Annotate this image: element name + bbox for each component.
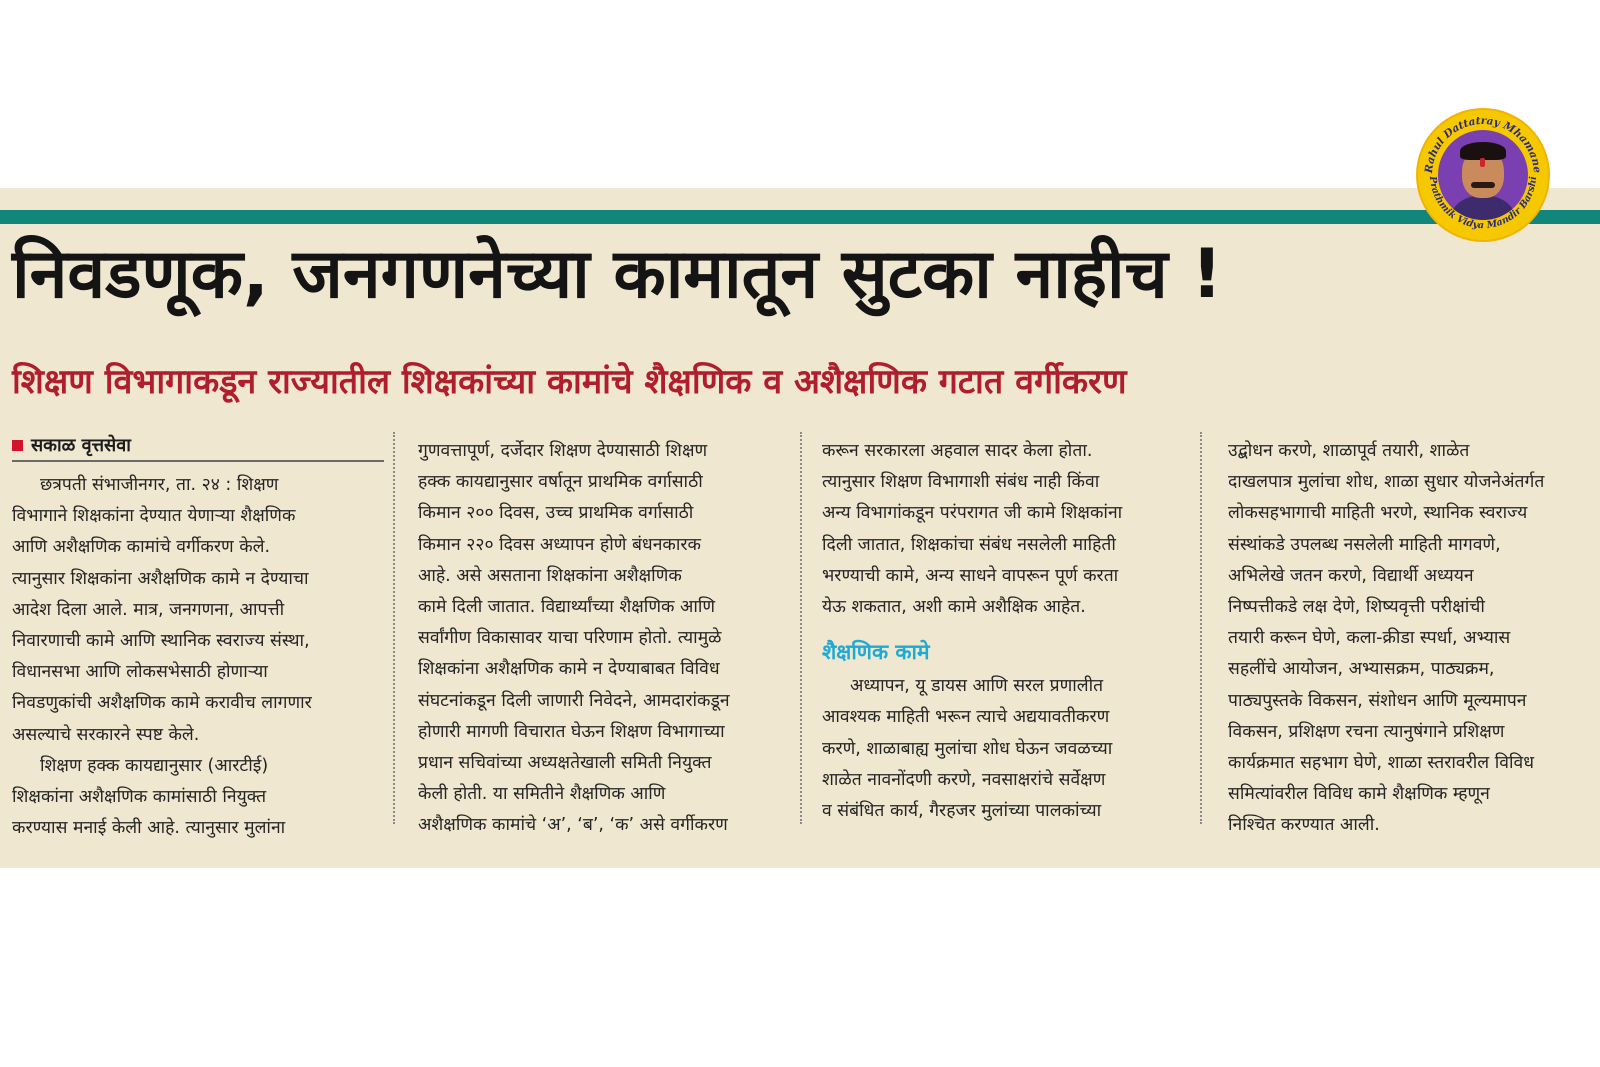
byline-divider	[12, 460, 384, 462]
article-line: आहे. असे असताना शिक्षकांना अशैक्षणिक	[418, 565, 682, 586]
article-line: निष्पत्तीकडे लक्ष देणे, शिष्यवृत्ती परीक्षांची	[1228, 597, 1485, 618]
byline-marker-icon	[12, 440, 23, 451]
article-line: आदेश दिला आले. मात्र, जनगणना, आपत्ती	[12, 599, 285, 620]
article-line: करण्यास मनाई केली आहे. त्यानुसार मुलांना	[12, 818, 286, 839]
article-line: येऊ शकतात, अशी कामे अशैक्षिक आहेत.	[822, 597, 1086, 618]
article-line: आवश्यक माहिती भरून त्याचे अद्ययावतीकरण	[822, 707, 1110, 728]
badge-top-text: Rahul Dattatray Mhamane	[1422, 114, 1544, 174]
article-line: गुणवत्तापूर्ण, दर्जेदार शिक्षण देण्यासाठी शिक्षण	[418, 441, 708, 461]
column-divider	[393, 432, 395, 824]
article-line: कार्यक्रमात सहभाग घेणे, शाळा स्तरावरील विविध	[1228, 753, 1535, 774]
article-line: निवडणुकांची अशैक्षणिक कामे करावीच लागणार	[12, 693, 312, 714]
article-line: संघटनांकडून दिली जाणारी निवेदने, आमदारांकडून	[418, 690, 730, 711]
article-line: त्यानुसार शिक्षण विभागाशी संबंध नाही किंवा	[822, 472, 1100, 493]
article-line: उद्बोधन करणे, शाळापूर्व तयारी, शाळेत	[1228, 441, 1470, 461]
article-line: अध्यापन, यू डायस आणि सरल प्रणालीत	[850, 676, 1104, 697]
article-line: दाखलपात्र मुलांचा शोध, शाळा सुधार योजनेअंतर्गत	[1228, 472, 1545, 493]
header-rule	[0, 210, 1600, 224]
article-line: किमान २२० दिवस अध्यापन होणे बंधनकारक	[418, 534, 701, 555]
article-column-3	[822, 436, 1182, 827]
article-line: सहलींचे आयोजन, अभ्यासक्रम, पाठ्यक्रम,	[1228, 659, 1495, 680]
article-line: लोकसहभागाची माहिती भरणे, स्थानिक स्वराज्य	[1228, 503, 1528, 524]
article-line: अभिलेखे जतन करणे, विद्यार्थी अध्ययन	[1228, 565, 1474, 586]
badge-ring-text	[1418, 110, 1548, 240]
article-line: विभागाने शिक्षकांना देण्यात येणाऱ्या शैक्षणिक	[12, 506, 296, 527]
article-line: करणे, शाळाबाह्य मुलांचा शोध घेऊन जवळच्या	[822, 738, 1113, 759]
article-line: शिक्षकांना अशैक्षणिक कामांसाठी नियुक्त	[12, 787, 267, 808]
article-line: पाठ्यपुस्तके विकसन, संशोधन आणि मूल्यमापन	[1228, 690, 1527, 711]
article-line: शाळेत नावनोंदणी करणे, नवसाक्षरांचे सर्वेक्षण	[822, 769, 1106, 790]
article-line: होणारी मागणी विचारात घेऊन शिक्षण विभागाच्या	[418, 721, 725, 742]
subheadline: शिक्षण विभागाकडून राज्यातील शिक्षकांच्या कामांचे शैक्षणिक व अशैक्षणिक गटात वर्गीकरण	[12, 362, 1127, 402]
article-column-4	[1228, 436, 1600, 842]
article-line: तयारी करून घेणे, कला-क्रीडा स्पर्धा, अभ्यास	[1228, 628, 1511, 649]
article-line: किमान २०० दिवस, उच्च प्राथमिक वर्गासाठी	[418, 503, 694, 524]
article-line: छत्रपती संभाजीनगर, ता. २४ : शिक्षण	[40, 475, 279, 495]
badge-bottom-text: Prathmik Vidya Mandir Barshi	[1426, 175, 1540, 232]
article-line: कामे दिली जातात. विद्यार्थ्यांच्या शैक्षणिक आणि	[418, 597, 716, 618]
article-line: केली होती. या समितीने शैक्षणिक आणि	[418, 784, 666, 805]
byline-text: सकाळ वृत्तसेवा	[31, 435, 131, 456]
article-line: अशैक्षणिक कामांचे ‘अ’, ‘ब’, ‘क’ असे वर्गीकरण	[418, 815, 728, 836]
article-line: विधानसभा आणि लोकसभेसाठी होणाऱ्या	[12, 662, 268, 683]
section-heading: शैक्षणिक कामे	[822, 640, 930, 665]
headline: निवडणूक, जनगणनेच्या कामातून सुटका नाहीच !	[12, 235, 1223, 314]
article-line: असल्याचे सरकारने स्पष्ट केले.	[12, 724, 200, 745]
column-divider	[800, 432, 802, 824]
article-line: हक्क कायद्यानुसार वर्षातून प्राथमिक वर्गासाठी	[418, 472, 703, 493]
article-line: सर्वांगीण विकासावर याचा परिणाम होतो. त्यामुळे	[418, 628, 722, 649]
article-column-1	[12, 470, 382, 844]
article-line: विकसन, प्रशिक्षण रचना त्यानुषंगाने प्रशिक्षण	[1228, 721, 1505, 742]
article-line: करून सरकारला अहवाल सादर केला होता.	[822, 441, 1093, 461]
article-column-2	[418, 436, 788, 842]
author-badge	[1418, 110, 1548, 240]
article-line: शिक्षण हक्क कायद्यानुसार (आरटीई)	[40, 755, 269, 776]
article-line: अन्य विभागांकडून परंपरागत जी कामे शिक्षकांना	[822, 503, 1123, 524]
article-line: शिक्षकांना अशैक्षणिक कामे न देण्याबाबत विविध	[418, 659, 720, 680]
article-line: दिली जातात, शिक्षकांचा संबंध नसलेली माहिती	[822, 534, 1116, 555]
article-line: निश्चित करण्यात आली.	[1228, 815, 1380, 836]
byline	[12, 430, 131, 460]
article-line: निवारणाची कामे आणि स्थानिक स्वराज्य संस्था,	[12, 631, 310, 652]
article-line: संस्थांकडे उपलब्ध नसलेली माहिती मागवणे,	[1228, 534, 1501, 555]
svg-text:Rahul Dattatray Mhamane	[1423, 115, 1543, 175]
article-line: त्यानुसार शिक्षकांना अशैक्षणिक कामे न देण्याचा	[12, 568, 309, 589]
article-line: प्रधान सचिवांच्या अध्यक्षतेखाली समिती नियुक्त	[418, 753, 712, 774]
article-line: व संबंधित कार्य, गैरहजर मुलांच्या पालकांच्या	[822, 801, 1102, 822]
article-line: भरण्याची कामे, अन्य साधने वापरून पूर्ण करता	[822, 565, 1119, 586]
svg-text:Prathmik Vidya Mandir Barshi	[1427, 175, 1539, 231]
article-line: आणि अशैक्षणिक कामांचे वर्गीकरण केले.	[12, 537, 271, 558]
article-line: समित्यांवरील विविध कामे शैक्षणिक म्हणून	[1228, 784, 1490, 805]
column-divider	[1200, 432, 1202, 824]
